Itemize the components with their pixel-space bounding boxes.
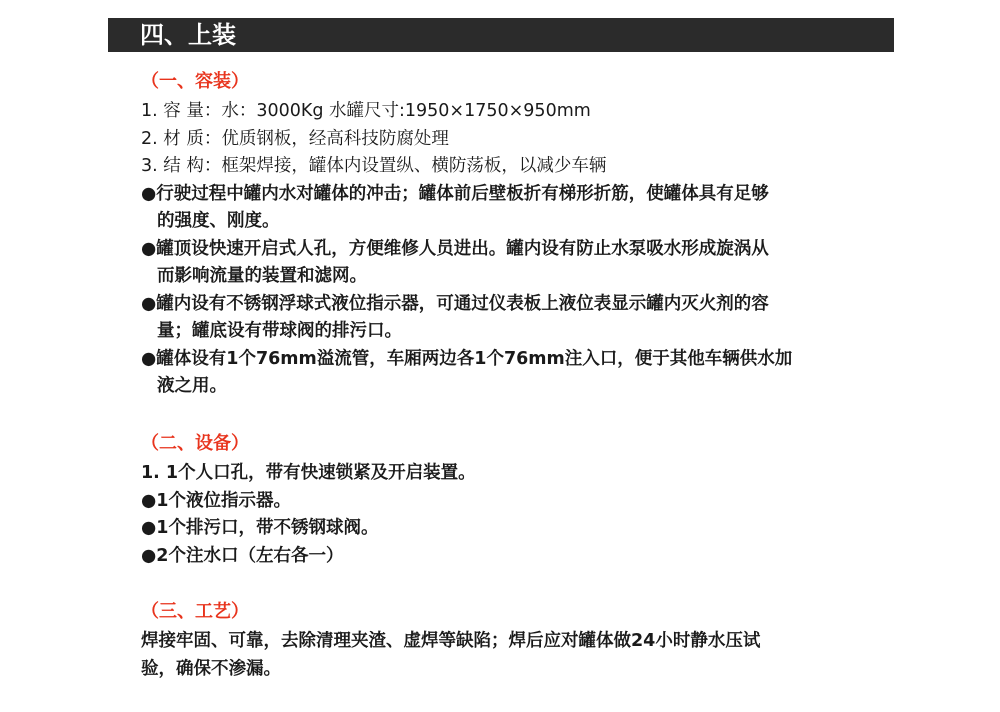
section-header-bar (108, 18, 894, 52)
section-container-equipment (141, 432, 901, 570)
equipment-line: 1. 1个人口孔，带有快速锁紧及开启装置。 (141, 463, 476, 483)
spec-line-material: 2. 材 质：优质钢板，经高科技防腐处理 (141, 128, 449, 149)
section-container-tank (141, 70, 901, 401)
bullet-line: ●行驶过程中罐内水对罐体的冲击；罐体前后壁板折有梯形折筋，使罐体具有足够 (141, 183, 769, 204)
section-heading-equipment: （二、设备） (141, 433, 249, 454)
equipment-line: ●1个排污口，带不锈钢球阀。 (141, 518, 379, 538)
section-heading-process: （三、工艺） (141, 601, 249, 622)
bullet-line: ●罐体设有1个76mm溢流管，车厢两边各1个76mm注入口，便于其他车辆供水加 (141, 348, 793, 369)
section-heading-tank: （一、容装） (141, 71, 249, 92)
bullet-line-continuation: 的强度、刚度。 (157, 211, 280, 231)
bullet-line: ●罐内设有不锈钢浮球式液位指示器，可通过仪表板上液位表显示罐内灭火剂的容 (141, 293, 769, 314)
spec-line-structure: 3. 结 构：框架焊接，罐体内设置纵、横防荡板，以减少车辆 (141, 156, 607, 176)
bullet-line: ●罐顶设快速开启式人孔，方便维修人员进出。罐内设有防止水泵吸水形成旋涡从 (141, 238, 769, 259)
process-line: 验，确保不渗漏。 (141, 658, 281, 679)
bullet-line-continuation: 液之用。 (157, 376, 227, 396)
equipment-line: ●2个注水口（左右各一） (141, 545, 344, 566)
process-line: 焊接牢固、可靠，去除清理夹渣、虚焊等缺陷；焊后应对罐体做24小时静水压试 (141, 631, 761, 651)
section-container-process (141, 600, 901, 683)
bullet-line-continuation: 而影响流量的装置和滤网。 (157, 266, 367, 286)
equipment-line: ●1个液位指示器。 (141, 490, 291, 511)
section-title: 四、上装 (140, 21, 236, 49)
bullet-line-continuation: 量；罐底设有带球阀的排污口。 (157, 321, 402, 341)
spec-line-capacity: 1. 容 量：水：3000Kg 水罐尺寸:1950×1750×950mm (141, 101, 591, 121)
